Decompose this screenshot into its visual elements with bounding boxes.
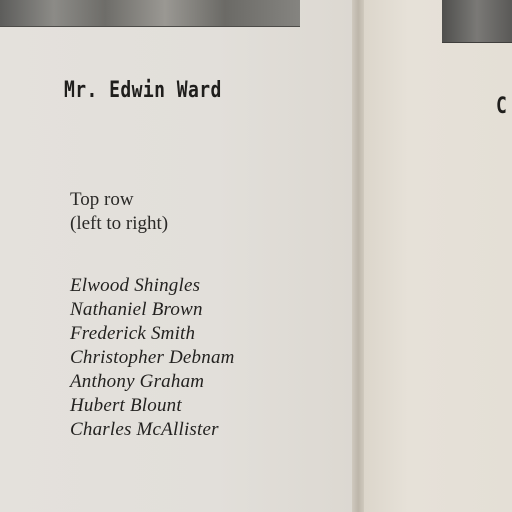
list-item: Hubert Blount	[70, 395, 182, 416]
list-item: Nathaniel Brown	[70, 299, 203, 320]
names-list	[70, 274, 235, 442]
list-item: Frederick Smith	[70, 323, 196, 344]
caption-line-1: Top row	[70, 189, 134, 210]
list-item: Charles McAllister	[70, 419, 219, 440]
list-item: Anthony Graham	[70, 371, 205, 392]
list-item: Christopher Debnam	[70, 347, 235, 368]
page-title: Mr. Edwin Ward	[64, 78, 222, 103]
photo-edge-right	[442, 0, 512, 43]
caption-line-2: (left to right)	[70, 213, 169, 234]
caption	[70, 188, 168, 236]
right-page	[364, 0, 512, 512]
photo-edge	[0, 0, 300, 27]
list-item: Elwood Shingles	[70, 275, 201, 296]
right-page-heading: C	[496, 94, 507, 119]
